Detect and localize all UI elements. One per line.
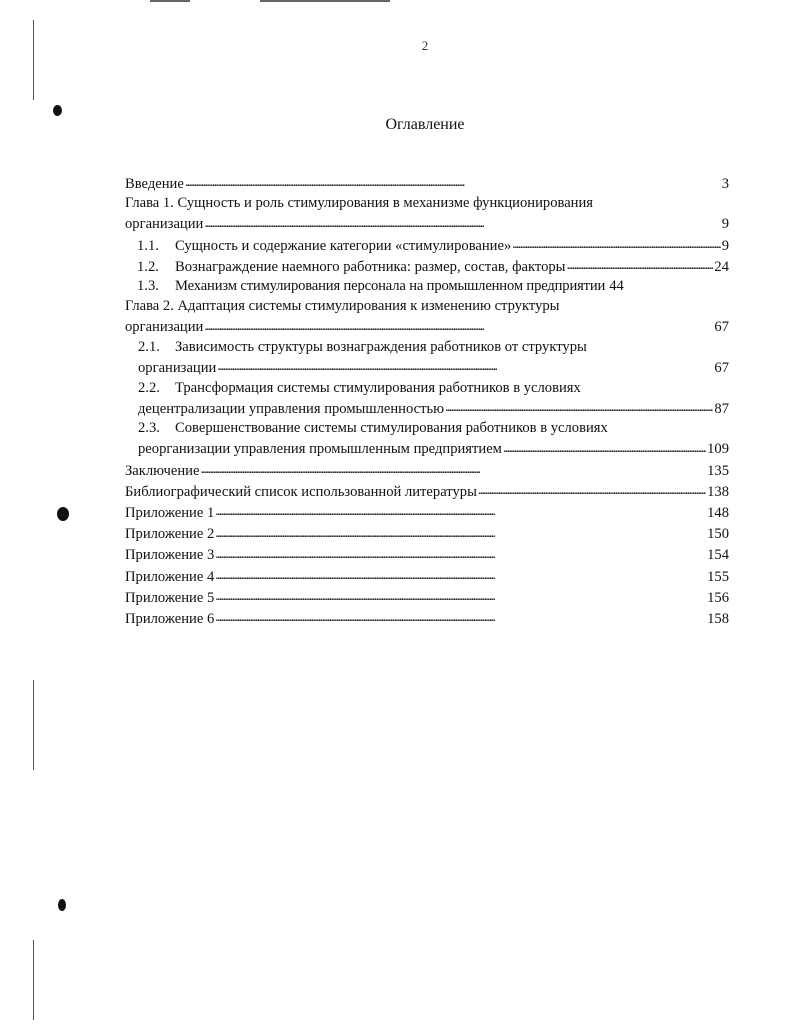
toc-entry-appendix[interactable] [125,587,729,608]
scan-left-rule [33,20,34,100]
toc-entry-page: 9 [721,237,729,254]
toc-entry-2-1[interactable] [125,357,729,378]
section-number: 2.3. [138,420,160,437]
toc-entry-2-1-title[interactable] [125,338,729,358]
dot-leader [217,357,713,372]
toc-entry-label: Трансформация системы стимулирования работников в условиях [175,379,581,396]
toc-entry-label: Приложение 6 [125,610,215,627]
toc-entry-page: 24 [714,258,729,275]
toc-entry-page: 3 [721,175,729,192]
toc-entry-2-2-title[interactable] [125,379,729,399]
toc-entry-label: Сущность и содержание категории «стимулирование» [175,237,512,254]
scan-edge-top [260,0,390,2]
dot-leader [478,481,706,496]
toc-entry-label: организации [125,319,204,336]
toc-entry-2-3-title[interactable] [125,419,729,439]
toc-entry-label: Приложение 4 [125,568,215,585]
section-number: 1.1. [137,237,159,254]
dot-leader [204,317,713,332]
toc-entry-page: 109 [707,441,729,458]
toc-chapter-1-title[interactable]: Глава 1. Сущность и роль стимулирования в механизме функционирования [125,195,594,212]
toc-entry-page: 138 [707,483,729,500]
toc-entry-1-3[interactable] [125,277,729,297]
dot-leader [204,214,720,229]
toc-entry-page: 158 [707,610,729,627]
scan-left-rule [33,680,34,770]
toc-entry-label: Механизм стимулирования персонала на промышленном предприятии [175,278,606,295]
toc-entry-page: 154 [707,547,729,564]
toc-entry-page: 156 [707,589,729,606]
toc-title: Оглавление [385,116,465,133]
toc-entry-label: Введение [125,175,184,192]
page-number: 2 [421,38,429,53]
dot-leader [215,502,706,517]
toc-entry-chapter-2[interactable] [125,317,729,338]
punch-hole-mark [57,507,69,521]
toc-entry-page: 9 [721,216,729,233]
toc-entry-2-2[interactable] [125,398,729,419]
scan-left-rule [33,940,34,1020]
dot-leader [445,398,713,413]
toc-entry-label: Заключение [125,462,200,479]
toc-entry-label: реорганизации управления промышленным предприятием [138,441,502,458]
section-number: 1.2. [137,258,159,275]
toc-entry-page: 150 [707,526,729,543]
toc-entry-intro[interactable] [125,173,729,194]
toc-entry-page: 87 [714,400,729,417]
dot-leader [215,587,706,602]
section-number: 1.3. [137,278,159,295]
toc-entry-conclusion[interactable] [125,460,729,481]
toc-entry-2-3[interactable] [125,439,729,460]
toc-entry-label: Вознаграждение наемного работника: размер, состав, факторы [175,258,566,275]
toc-entry-page: 44 [609,278,624,295]
scan-edge-top [150,0,190,2]
dot-leader [185,173,721,188]
toc-entry-appendix[interactable] [125,608,729,629]
dot-leader [215,524,706,539]
dot-leader [215,566,706,581]
toc-entry-label: организации [125,216,204,233]
dot-leader [215,545,706,560]
toc-entry-label: Зависимость структуры вознаграждения работников от структуры [175,338,587,355]
table-of-contents [125,173,729,630]
punch-hole-mark [58,899,66,911]
toc-entry-label: Приложение 1 [125,505,215,522]
toc-entry-chapter-1[interactable] [125,214,729,235]
dot-leader [215,608,706,623]
toc-entry-appendix[interactable] [125,545,729,566]
toc-entry-page: 148 [707,505,729,522]
section-number: 2.1. [138,338,160,355]
punch-hole-mark [53,105,62,116]
toc-entry-appendix[interactable] [125,502,729,523]
toc-entry-label: Библиографический список использованной литературы [125,483,477,500]
toc-entry-page: 67 [714,319,729,336]
toc-entry-appendix[interactable] [125,566,729,587]
toc-chapter-2-title[interactable]: Глава 2. Адаптация системы стимулирования к изменению структуры [125,297,560,314]
toc-entry-label: Приложение 2 [125,526,215,543]
toc-entry-1-2[interactable] [125,256,729,277]
toc-entry-1-1[interactable] [125,235,729,256]
toc-entry-page: 135 [707,462,729,479]
dot-leader [503,439,706,454]
toc-entry-appendix[interactable] [125,524,729,545]
dot-leader [200,460,706,475]
toc-entry-page: 67 [714,359,729,376]
toc-entry-bibliography[interactable] [125,481,729,502]
dot-leader [567,256,714,271]
dot-leader [512,235,720,250]
section-number: 2.2. [138,379,160,396]
toc-entry-label: организации [138,359,217,376]
toc-entry-label: Приложение 3 [125,547,215,564]
toc-entry-page: 155 [707,568,729,585]
toc-entry-label: Приложение 5 [125,589,215,606]
toc-entry-label: Совершенствование системы стимулирования работников в условиях [175,420,608,437]
toc-entry-label: децентрализации управления промышленностью [138,400,445,417]
